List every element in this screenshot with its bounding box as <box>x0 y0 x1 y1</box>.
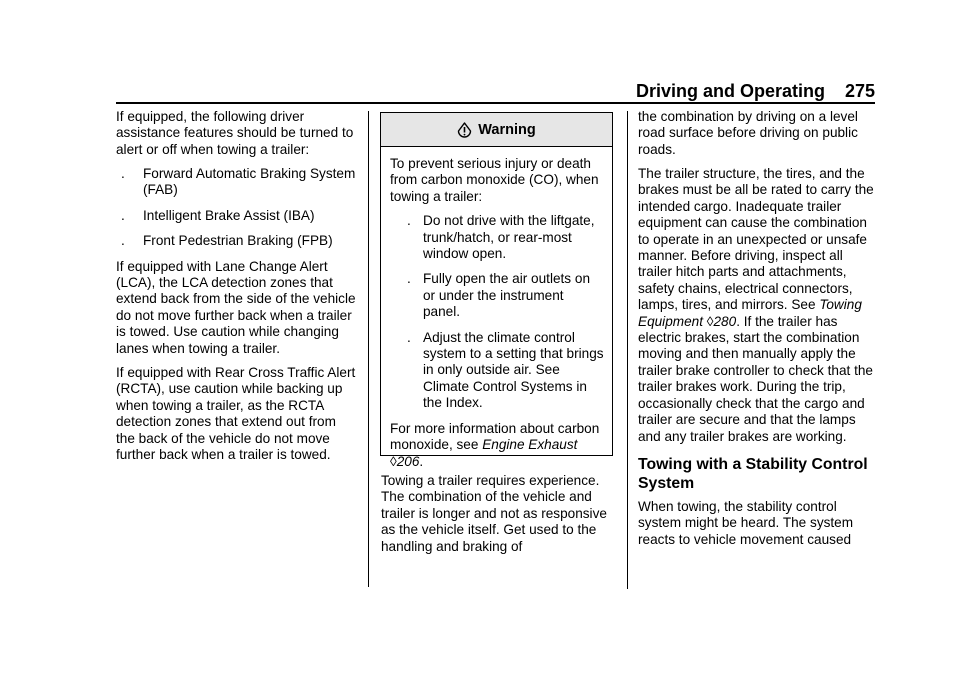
page-ref-icon: ◊ <box>390 453 397 469</box>
column-2-text <box>381 473 621 563</box>
cross-reference[interactable]: Towing Equipment <box>638 297 862 329</box>
warning-body <box>381 147 612 470</box>
list-item: . Fully open the air outlets on or under the instrument panel. <box>407 271 591 320</box>
experience-paragraph: Towing a trailer requires experience. The combination of the vehicle and trailer is longer and not as responsive as the vehicle itself. Get used to the handling and braking of <box>381 473 607 554</box>
warning-icon <box>457 122 472 138</box>
bullet-glyph: . <box>121 166 125 182</box>
bullet-glyph: . <box>121 233 125 249</box>
page-reference[interactable]: 206 <box>396 453 420 469</box>
column-3 <box>638 109 874 556</box>
column-1 <box>116 109 358 471</box>
cross-reference[interactable]: Climate Control Systems <box>423 378 573 394</box>
page-ref-icon: ◊ <box>706 313 714 329</box>
list-item: . Intelligent Brake Assist (IBA) <box>121 207 315 223</box>
cross-reference[interactable]: Engine Exhaust <box>482 437 578 453</box>
intro-paragraph: If equipped, the following driver assistance features should be turned to alert or off when towing a trailer: <box>116 109 354 157</box>
rcta-paragraph: If equipped with Rear Cross Traffic Alert (RCTA), use caution while backing up when towing a trailer, as the RCTA detection zones that extend out from the back of the vehicle do not move further back when a trailer is towed. <box>116 364 356 462</box>
bullet-glyph: . <box>407 271 411 287</box>
paragraph: The trailer structure, the tires, and the brakes must be all be rated to carry the intended cargo. Inadequate trailer equipment can cause the combination to operate in an unexpected or unsafe manner. Before driving, inspect all trailer hitch parts and attachments, safety chains, electrical connectors, lamps, tires, and mirrors. See Towing Equipment ◊280. If the trailer has electric brakes, start the combination moving and then manually apply the trailer brake controller to check that the trailer brakes work. During the trip, occasionally check that the cargo and trailer are secure and that the lamps and any trailer brakes are working. <box>638 166 874 444</box>
warning-title: Warning <box>478 121 536 138</box>
column-divider-right <box>627 111 628 589</box>
bullet-glyph: . <box>407 329 411 345</box>
lca-paragraph: If equipped with Lane Change Alert (LCA), the LCA detection zones that extend back from the side of the vehicle do not move further back when a trailer is towed. Use caution while changing lanes when towing a trailer. <box>116 258 356 356</box>
page-reference[interactable]: 280 <box>713 313 737 329</box>
section-heading: Towing with a Stability Control System <box>638 455 868 492</box>
bullet-glyph: . <box>121 207 125 223</box>
warning-header <box>381 113 612 147</box>
warning-intro: To prevent serious injury or death from carbon monoxide (CO), when towing a trailer: <box>390 156 599 204</box>
warning-box <box>380 112 613 469</box>
list-item: . Do not drive with the liftgate, trunk/hatch, or rear-most window open. <box>407 213 595 262</box>
page-number: 275 <box>845 81 876 101</box>
column-divider-left <box>368 111 369 587</box>
header-rule <box>116 102 875 104</box>
bullet-glyph: . <box>407 213 411 229</box>
paragraph: When towing, the stability control system might be heard. The system reacts to vehicle movement caused <box>638 498 854 547</box>
warning-more-info: For more information about carbon monoxide, see Engine Exhaust ◊206. <box>390 420 600 469</box>
list-item: . Adjust the climate control system to a setting that brings in only outside air. See Climate Control Systems in the Index. <box>407 329 604 411</box>
list-item: . Forward Automatic Braking System (FAB) <box>121 166 356 198</box>
list-item: . Front Pedestrian Braking (FPB) <box>121 233 333 249</box>
section-title: Driving and Operating <box>636 81 826 101</box>
paragraph: the combination by driving on a level road surface before driving on public roads. <box>638 109 858 157</box>
